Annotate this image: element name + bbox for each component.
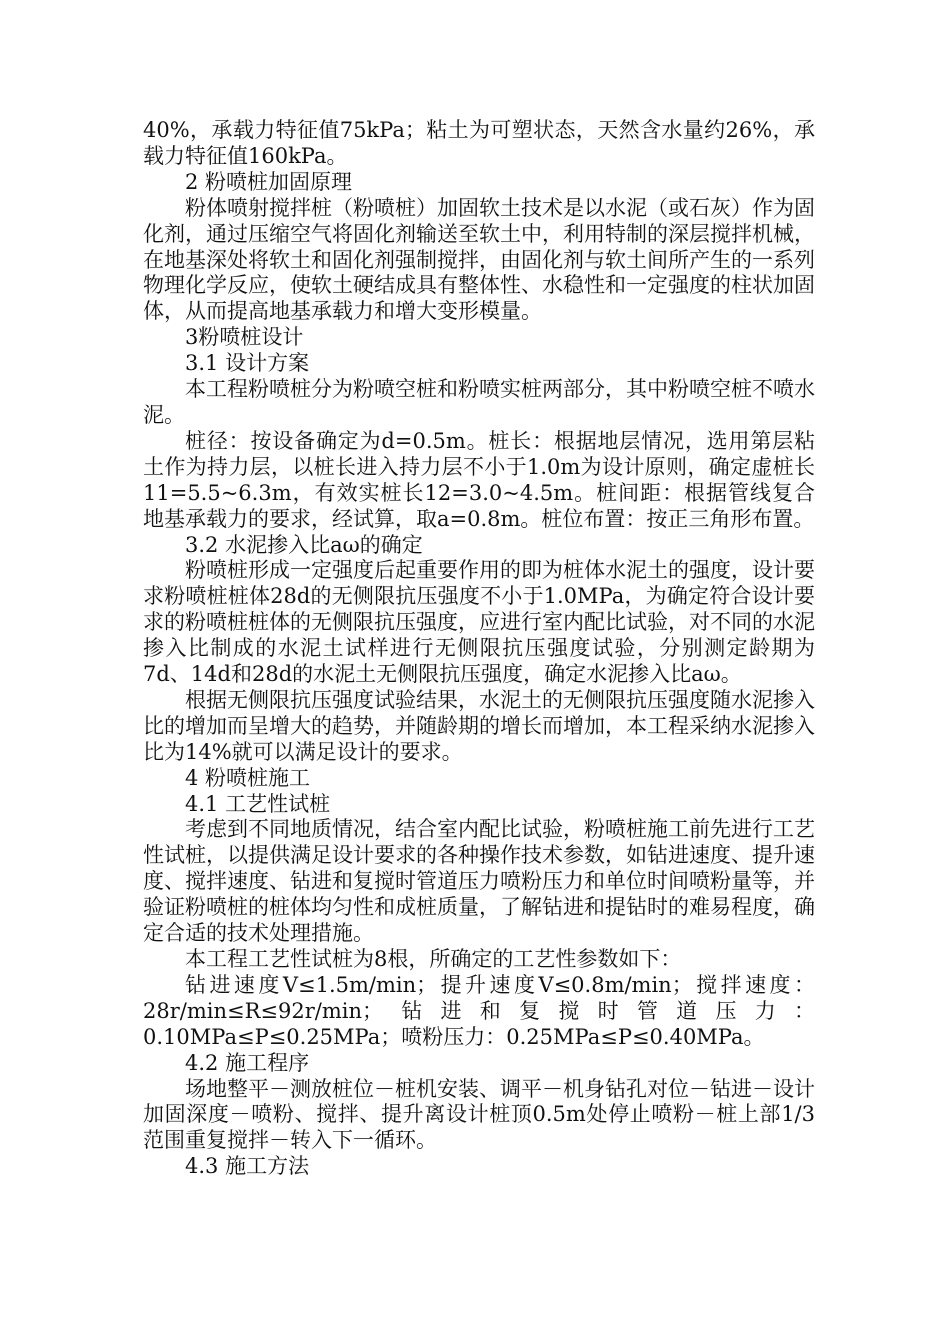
section-heading-2: 2 粉喷桩加固原理: [185, 169, 353, 194]
section-heading-4-2: 4.2 施工程序: [185, 1050, 310, 1075]
paragraph-construction-procedure: 场地整平－测放桩位－桩机安装、调平－机身钻孔对位－钻进－设计加固深度－喷粉、搅拌、提升离设计桩顶0.5m处停止喷粉－桩上部1/3 范围重复搅拌－转入下一循环。: [143, 1076, 815, 1153]
section-heading-4: 4 粉喷桩施工: [185, 765, 311, 790]
paragraph-cement-ratio: 粉喷桩形成一定强度后起重要作用的即为桩体水泥土的强度，设计要求粉喷桩桩体28d的无侧限抗压强度不小于1.0MPa，为确定符合设计要求的粉喷桩桩体的无侧限抗压强度，应进行室内配比试验，对不同的水泥掺入比制成的水泥土试样进行无侧限抗压强度试验，分别测定龄期为7d、14d和28d的水泥土无侧限抗压强度，确定水泥掺入比aω。: [143, 558, 815, 687]
paragraph-principle: 粉体喷射搅拌桩（粉喷桩）加固软土技术是以水泥（或石灰）作为固化剂，通过压缩空气将固化剂输送至软土中，利用特制的深层搅拌机械，在地基深处将软土和固化剂强制搅拌，由固化剂与软土间所产生的一系列物理化学反应，使软土硬结成具有整体性、水稳性和一定强度的柱状加固体，从而提高地基承载力和增大变形模量。: [143, 195, 815, 324]
paragraph-design-scheme: 本工程粉喷桩分为粉喷空桩和粉喷实桩两部分，其中粉喷空桩不喷水泥。: [143, 377, 815, 427]
section-heading-3-2: 3.2 水泥掺入比aω的确定: [185, 532, 423, 557]
paragraph-trial-count: 本工程工艺性试桩为8根，所确定的工艺性参数如下：: [185, 947, 682, 971]
section-heading-3-1: 3.1 设计方案: [185, 351, 310, 376]
paragraph-test-results: 根据无侧限抗压强度试验结果，水泥土的无侧限抗压强度随水泥掺入比的增加而呈增大的趋势，并随龄期的增长而增加，本工程采纳水泥掺入比为14%就可以满足设计的要求。: [143, 687, 815, 764]
paragraph-trial-piles: 考虑到不同地质情况，结合室内配比试验，粉喷桩施工前先进行工艺性试桩，以提供满足设计要求的各种操作技术参数，如钻进速度、提升速度、搅拌速度、钻进和复搅时管道压力喷粉压力和单位时间喷粉量等，并验证粉喷桩的桩体均匀性和成桩质量，了解钻进和提钻时的难易程度，确定合适的技术处理措施。: [143, 817, 815, 946]
paragraph-soil-properties: 40%，承载力特征值75kPa；粘土为可塑状态，天然含水量约26%，承载力特征值160kPa。: [143, 118, 815, 168]
section-heading-4-3: 4.3 施工方法: [185, 1154, 310, 1179]
document-body: [143, 118, 815, 1180]
section-heading-3: 3粉喷桩设计: [185, 325, 304, 350]
paragraph-process-parameters: 钻进速度V≤1.5m/min；提升速度V≤0.8m/min；搅拌速度：28r/min≤R≤92r/min；钻进和复搅时管道压力：0.10MPa≤P≤0.25MPa；喷粉压力：0.25MPa≤P≤0.40MPa。: [143, 972, 815, 1049]
paragraph-pile-parameters: 桩径：按设备确定为d=0.5m。桩长：根据地层情况，选用第层粘土作为持力层，以桩长进入持力层不小于1.0m为设计原则，确定虚桩长11=5.5~6.3m，有效实桩长12=3.0~4.5m。桩间距：根据管线复合地基承载力的要求，经试算，取a=0.8m。桩位布置：按正三角形布置。: [143, 428, 815, 531]
section-heading-4-1: 4.1 工艺性试桩: [185, 791, 331, 816]
